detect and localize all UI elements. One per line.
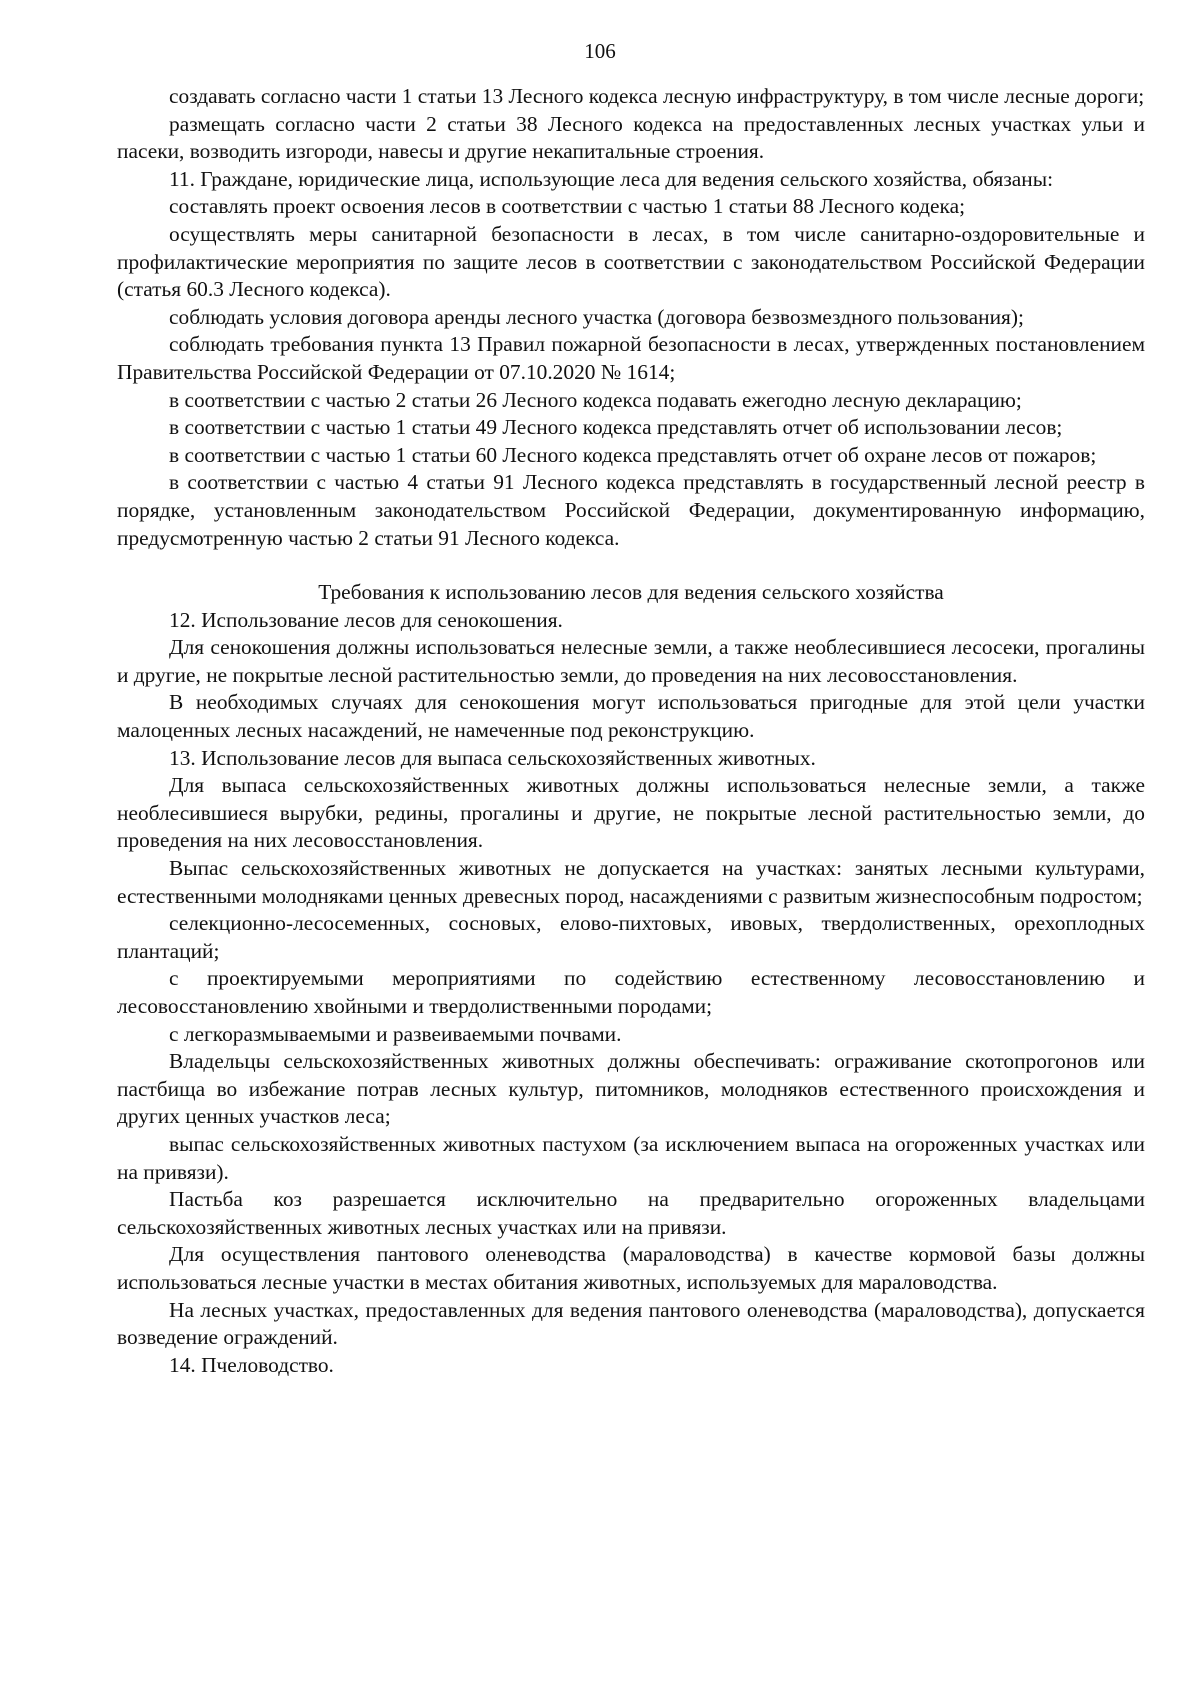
paragraph: в соответствии с частью 4 статьи 91 Лесного кодекса представлять в государственный лесной реестр в порядке, установленным законодательством Российской Федерации, документированную информацию, предусмотренную частью 2 статьи 91 Лесного кодекса. (117, 470, 1145, 550)
paragraph: 11. Граждане, юридические лица, использующие леса для ведения сельского хозяйства, обязаны: (169, 166, 1054, 191)
paragraph: Для сенокошения должны использоваться нелесные земли, а также необлесившиеся лесосеки, прогалины и другие, не покрытые лесной растительностью земли, до проведения на них лесовосстановления. (117, 635, 1145, 687)
paragraph: Выпас сельскохозяйственных животных не допускается на участках: занятых лесными культурами, естественными молодняками ценных древесных пород, насаждениями с развитым жизнеспособным подростом; (117, 856, 1145, 908)
paragraph: Владельцы сельскохозяйственных животных должны обеспечивать: ограживание скотопрогонов или пастбища во избежание потрав лесных культур, питомников, молодняков естественного происхождения и других ценных участков леса; (117, 1049, 1145, 1129)
document-body (117, 83, 1145, 1379)
paragraph: 13. Использование лесов для выпаса сельскохозяйственных животных. (169, 745, 816, 770)
section-heading: Требования к использованию лесов для ведения сельского хозяйства (318, 580, 944, 605)
paragraph: соблюдать требования пункта 13 Правил пожарной безопасности в лесах, утвержденных постановлением Правительства Российской Федерации от 07.10.2020 № 1614; (117, 332, 1145, 384)
paragraph: В необходимых случаях для сенокошения могут использоваться пригодные для этой цели участки малоценных лесных насаждений, не намеченные под реконструкцию. (117, 690, 1145, 743)
paragraph: в соответствии с частью 1 статьи 49 Лесного кодекса представлять отчет об использовании лесов; (169, 415, 1063, 440)
paragraph: выпас сельскохозяйственных животных пастухом (за исключением выпаса на огороженных участках или на привязи). (117, 1131, 1145, 1184)
paragraph: 14. Пчеловодство. (169, 1352, 334, 1377)
paragraph: в соответствии с частью 2 статьи 26 Лесного кодекса подавать ежегодно лесную декларацию; (169, 387, 1022, 412)
paragraph: Пастьба коз разрешается исключительно на предварительно огороженных владельцами сельскохозяйственных животных лесных участках или на привязи. (117, 1187, 1145, 1239)
paragraph: Для выпаса сельскохозяйственных животных должны использоваться нелесные земли, а также необлесившиеся вырубки, редины, прогалины и другие, не покрытые лесной растительностью земли, до проведения на них лесовосстановления. (117, 773, 1145, 853)
paragraph: с легкоразмываемыми и развеиваемыми почвами. (169, 1021, 622, 1046)
paragraph: селекционно-лесосеменных, сосновых, елово-пихтовых, ивовых, твердолиственных, орехоплодных плантаций; (117, 911, 1145, 963)
paragraph: соблюдать условия договора аренды лесного участка (договора безвозмездного пользования); (169, 304, 1024, 329)
paragraph: составлять проект освоения лесов в соответствии с частью 1 статьи 88 Лесного кодека; (169, 194, 966, 219)
paragraph: осуществлять меры санитарной безопасности в лесах, в том числе санитарно-оздоровительные и профилактические мероприятия по защите лесов в соответствии с законодательством Российской Федерации (статья 60.3 Лесного кодекса). (117, 221, 1145, 302)
page-number: 106 (584, 39, 616, 63)
paragraph: размещать согласно части 2 статьи 38 Лесного кодекса на предоставленных лесных участках ульи и пасеки, возводить изгороди, навесы и другие некапитальные строения. (117, 111, 1145, 164)
paragraph: с проектируемыми мероприятиями по содействию естественному лесовосстановлению и лесовосстановлению хвойными и твердолиственными породами; (117, 966, 1145, 1018)
paragraph: Для осуществления пантового оленеводства (мараловодства) в качестве кормовой базы должны использоваться лесные участки в местах обитания животных, используемых для мараловодства. (117, 1242, 1145, 1294)
paragraph: На лесных участках, предоставленных для ведения пантового оленеводства (мараловодства), допускается возведение ограждений. (117, 1297, 1145, 1350)
paragraph: в соответствии с частью 1 статьи 60 Лесного кодекса представлять отчет об охране лесов от пожаров; (169, 442, 1097, 467)
paragraph: создавать согласно части 1 статьи 13 Лесного кодекса лесную инфраструктуру, в том числе лесные дороги; (169, 84, 1145, 108)
paragraph: 12. Использование лесов для сенокошения. (169, 607, 563, 632)
